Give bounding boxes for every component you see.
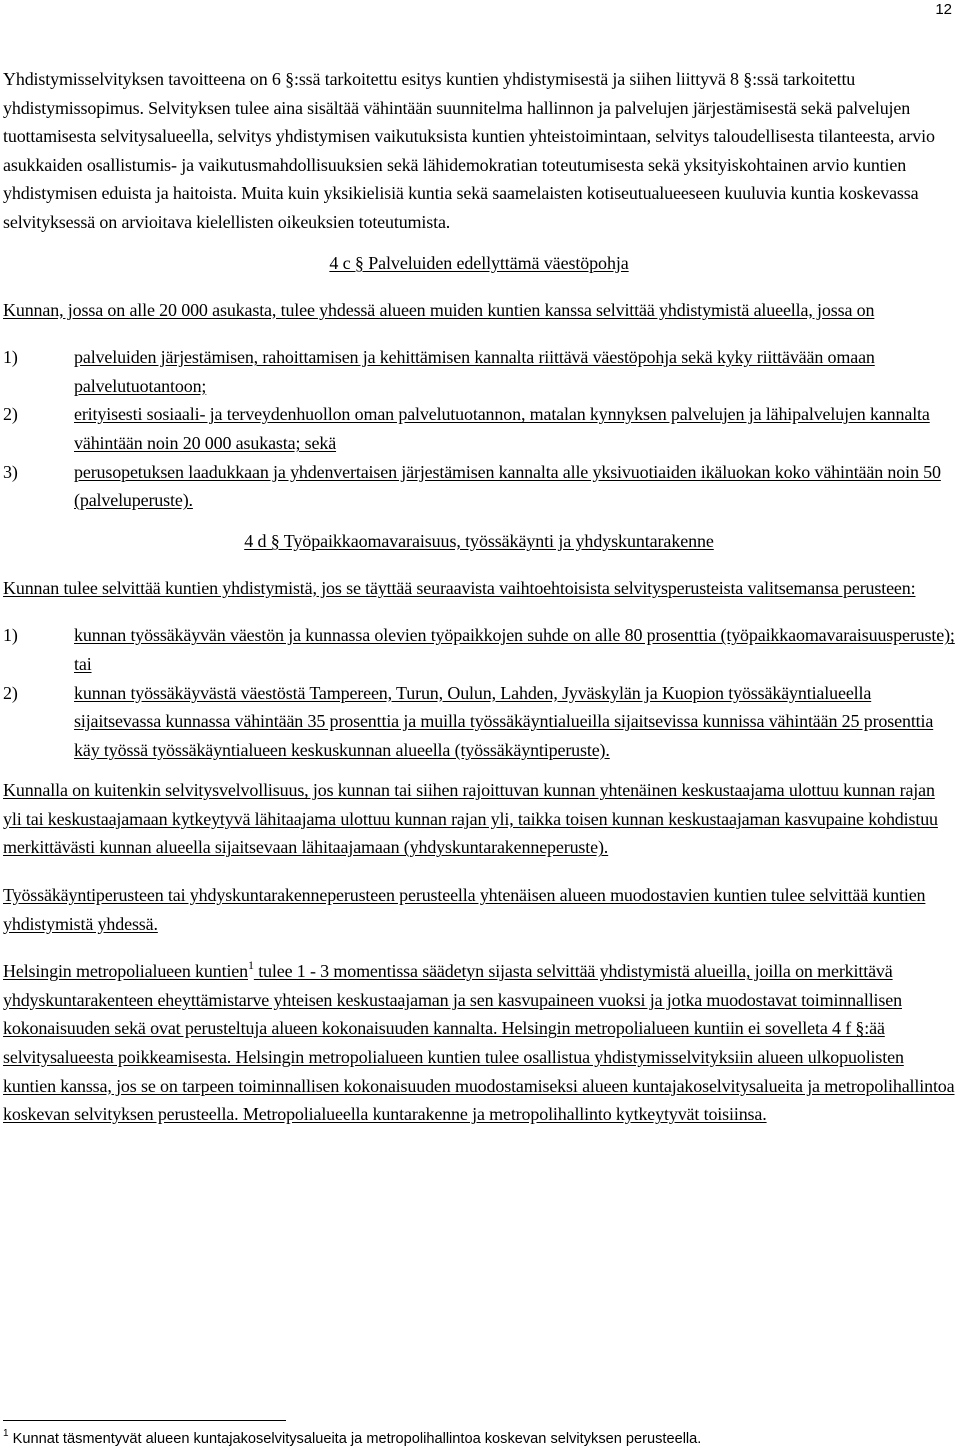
- list-item-text: kunnan työssäkäyvän väestön ja kunnassa olevien työpaikkojen suhde on alle 80 prosenttia (työpaikkaomavaraisuusperuste); tai: [74, 625, 955, 674]
- section-4d-list: [3, 621, 955, 764]
- document-body: [3, 65, 955, 1129]
- paragraph-text: tulee 1 - 3 momentissa säädetyn sijasta selvittää yhdistymistä alueilla, joilla on merkittävä yhdyskuntarakenteen eheyttämistarve yhteisen keskustaajaman ja sen kasvupaineen vuoksi ja jotka muodostavat toiminnallisen kokonaisuuden sekä ovat perusteltuja alueen kokonaisuuden kannalta. Helsingin metropolialueen kuntiin ei sovelleta 4 f §:ää selvitysalueesta poikkeamisesta. Helsingin metropolialueen kuntien tulee osallistua yhdistymisselvityksiin alueen ulkopuolisten kuntien kanssa, jos se on tarpeen toiminnallisen kokonaisuuden muodostamiseksi alueen kuntajakoselvitysalueita ja metropolihallintoa koskevan selvityksen perusteella. Metropolialueella kuntarakenne ja metropolihallinto kytkeytyvät toisiinsa.: [3, 961, 955, 1125]
- section-4c-heading: 4 c § Palveluiden edellyttämä väestöpohja: [329, 252, 629, 273]
- list-item-text: perusopetuksen laadukkaan ja yhdenvertaisen järjestämisen kannalta alle yksivuotiaiden ikäluokan koko vähintään noin 50 (palveluperuste).: [74, 461, 941, 511]
- list-item-number: 1): [3, 347, 18, 368]
- section-4c-list: [3, 343, 955, 515]
- section-4d-paragraph-3: [3, 957, 955, 1129]
- footnote-text: Kunnat täsmentyvät alueen kuntajakoselvitysalueita ja metropolihallintoa koskevan selvityksen perusteella.: [8, 1431, 702, 1447]
- list-item: [3, 679, 955, 765]
- list-item-text: erityisesti sosiaali- ja terveydenhuollon oman palvelutuotannon, matalan kynnyksen palvelujen ja lähipalvelujen kannalta vähintään noin 20 000 asukasta; sekä: [74, 404, 930, 453]
- footnote-reference[interactable]: 1: [248, 958, 254, 973]
- intro-paragraph: [3, 65, 955, 237]
- page-number: 12: [935, 1, 952, 18]
- paragraph-text: Helsingin metropolialueen kuntien: [3, 961, 248, 982]
- list-item: [3, 400, 955, 457]
- list-item-number: 2): [3, 682, 18, 703]
- section-4d-lead-text: Kunnan tulee selvittää kuntien yhdistymistä, jos se täyttää seuraavista vaihtoehtoisista selvitysperusteista valitsemansa perusteen:: [3, 577, 916, 598]
- list-item-text: kunnan työssäkäyvästä väestöstä Tampereen, Turun, Oulun, Lahden, Jyväskylän ja Kuopion työssäkäyntialueella sijaitsevassa kunnassa vähintään 35 prosenttia ja muilla työssäkäyntialueilla sijaitsevissa kunnissa vähintään 25 prosenttia käy työssä työssäkäyntialueen keskuskunnan alueella (työssäkäyntiperuste).: [74, 682, 934, 760]
- section-4d-heading: 4 d § Työpaikkaomavaraisuus, työssäkäynti ja yhdyskuntarakenne: [244, 530, 714, 551]
- list-item-number: 2): [3, 404, 18, 425]
- footnote-separator: [3, 1420, 286, 1421]
- list-item: [3, 621, 955, 678]
- paragraph-text: Kunnalla on kuitenkin selvitysvelvollisuus, jos kunnan tai siihen rajoittuvan kunnan yhtenäinen keskustaajama ulottuu kunnan rajan yli tai keskustaajamaan kytkeytyvä lähitaajama ulottuu kunnan rajan yli, taikka toisen kunnan keskustaajaman kasvupaine kohdistuu merkittävästi kunnan alueella sijaitsevaan lähitaajamaan (yhdyskuntarakenneperuste).: [3, 780, 938, 858]
- section-4d-paragraph-1: [3, 776, 955, 862]
- section-4c-lead: [3, 296, 955, 325]
- list-item: [3, 343, 955, 400]
- list-item-number: 1): [3, 625, 18, 646]
- section-4d-lead: [3, 574, 955, 603]
- footnote-marker: 1: [3, 1428, 9, 1439]
- footnote: [3, 1428, 955, 1450]
- paragraph-text: Työssäkäyntiperusteen tai yhdyskuntarakenneperusteen perusteella yhtenäisen alueen muodostavien kuntien tulee selvittää kuntien yhdistymistä yhdessä.: [3, 885, 926, 934]
- list-item-number: 3): [3, 461, 18, 482]
- list-item-text: palveluiden järjestämisen, rahoittamisen ja kehittämisen kannalta riittävä väestöpohja sekä kyky riittävään omaan palvelutuotantoon;: [74, 347, 875, 396]
- list-item: [3, 458, 955, 515]
- section-4c-lead-text: Kunnan, jossa on alle 20 000 asukasta, tulee yhdessä alueen muiden kuntien kanssa selvittää yhdistymistä alueella, jossa on: [3, 299, 875, 320]
- intro-text: Yhdistymisselvityksen tavoitteena on 6 §:ssä tarkoitettu esitys kuntien yhdistymisestä ja siihen liittyvä 8 §:ssä tarkoitettu yhdistymissopimus. Selvityksen tulee aina sisältää vähintään suunnitelma hallinnon ja palvelujen järjestämisestä sekä palvelujen tuottamisesta selvitysalueella, selvitys yhdistymisen vaikutuksista kuntien yhteistoimintaan, selvitys taloudellisesta tilanteesta, arvio asukkaiden osallistumis- ja vaikutusmahdollisuuksien sekä lähidemokratian toteutumisesta sekä yksityiskohtainen arvio kuntien yhdistymisen eduista ja haitoista. Muita kuin yksikielisiä kuntia sekä saamelaisten kotiseutualueeseen kuuluvia kuntia koskevassa selvityksessä on arvioitava kielellisten oikeuksien toteutumista.: [3, 69, 935, 232]
- section-4d-paragraph-2: [3, 881, 955, 938]
